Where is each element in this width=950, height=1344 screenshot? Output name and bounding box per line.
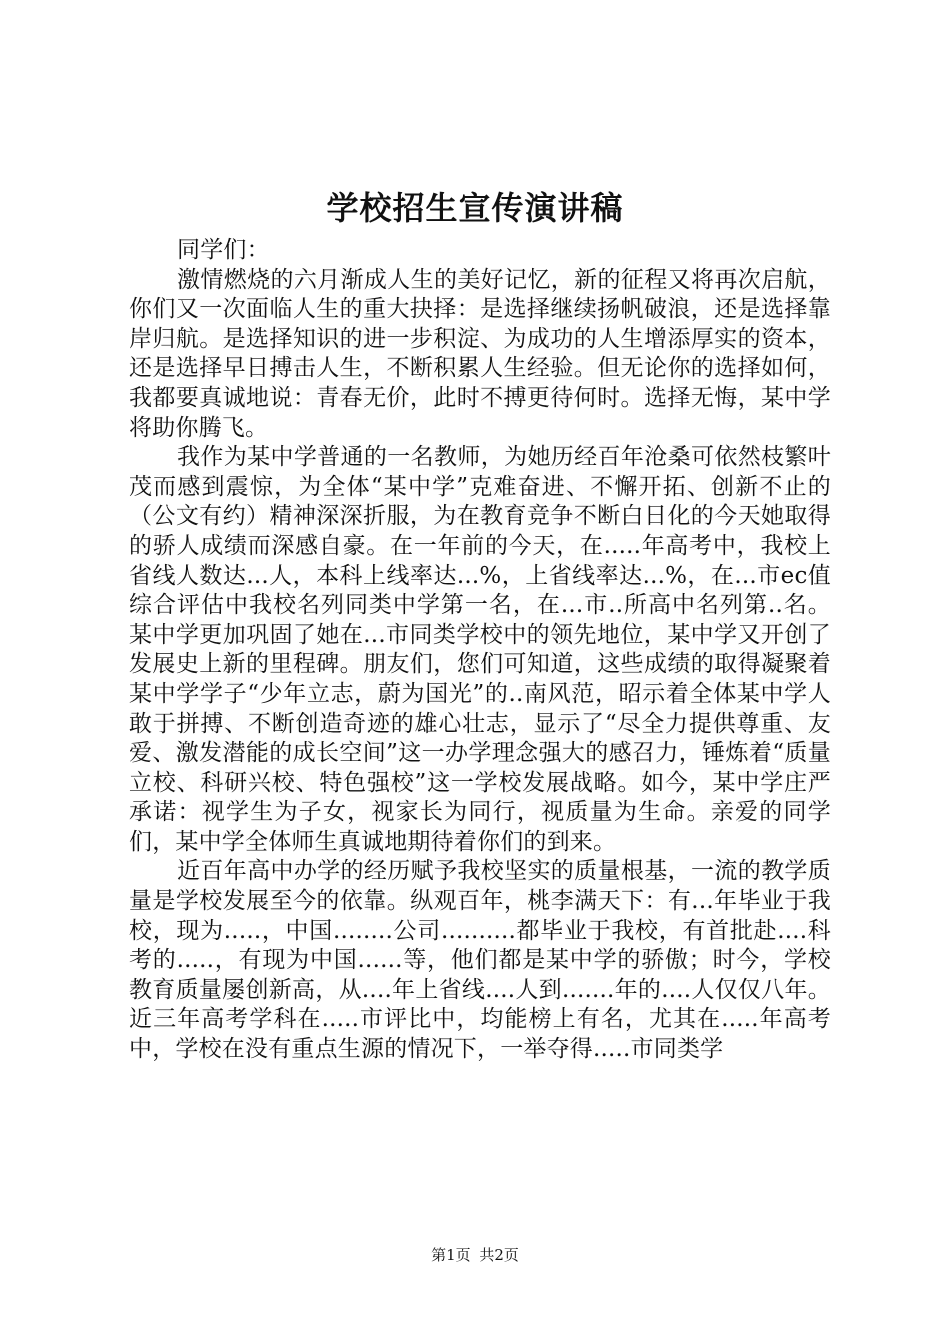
body-paragraph: 激情燃烧的六月渐成人生的美好记忆，新的征程又将再次启航，你们又一次面临人生的重大抉择：是选择继续扬帆破浪，还是选择靠岸归航。是选择知识的进一步积淀、为成功的人生增添厚实的资本，还是选择早日搏击人生，不断积累人生经验。但无论你的选择如何，我都要真诚地说：青春无价，此时不搏更待何时。选择无悔，某中学将助你腾飞。 xyxy=(129,266,831,441)
body-paragraph: 近百年高中办学的经历赋予我校坚实的质量根基，一流的教学质量是学校发展至今的依靠。纵观百年，桃李满天下：有...年毕业于我校，现为.....，中国........公司..........都毕业于我校，有首批赴....科考的.....，有现为中国......等，他们都是某中学的骄傲；时今，学校教育质量屡创新高，从....年上省线....人到.......年的....人仅仅八年。近三年高考学科在.....市评比中，均能榜上有名，尤其在.....年高考中，学校在没有重点生源的情况下，一举夺得.....市同类学 xyxy=(129,858,831,1063)
page-number-current: 第1页 xyxy=(431,1246,471,1264)
document-body xyxy=(129,236,831,1065)
salutation-paragraph: 同学们： xyxy=(177,237,270,263)
page-number-total: 共2页 xyxy=(479,1246,519,1264)
document-title: 学校招生宣传演讲稿 xyxy=(326,189,624,227)
page-footer xyxy=(0,1244,950,1266)
body-paragraph: 我作为某中学普通的一名教师，为她历经百年沧桑可依然枝繁叶茂而感到震惊，为全体“某中学”克难奋进、不懈开拓、创新不止的（公文有约）精神深深折服，为在教育竞争不断白日化的今天她取得的骄人成绩而深感自豪。在一年前的今天，在.....年高考中，我校上省线人数达...人，本科上线率达...%，上省线率达...%，在...市ec值综合评估中我校名列同类中学第一名，在...市..所高中名列第..名。某中学更加巩固了她在...市同类学校中的领先地位，某中学又开创了发展史上新的里程碑。朋友们，您们可知道，这些成绩的取得凝聚着某中学学子“少年立志，蔚为国光”的..南风范，昭示着全体某中学人敢于拼搏、不断创造奇迹的雄心壮志，显示了“尽全力提供尊重、友爱、激发潜能的成长空间”这一办学理念强大的感召力，锤炼着“质量立校、科研兴校、特色强校”这一学校发展战略。如今，某中学庄严承诺：视学生为子女，视家长为同行，视质量为生命。亲爱的同学们，某中学全体师生真诚地期待着你们的到来。 xyxy=(129,444,831,855)
